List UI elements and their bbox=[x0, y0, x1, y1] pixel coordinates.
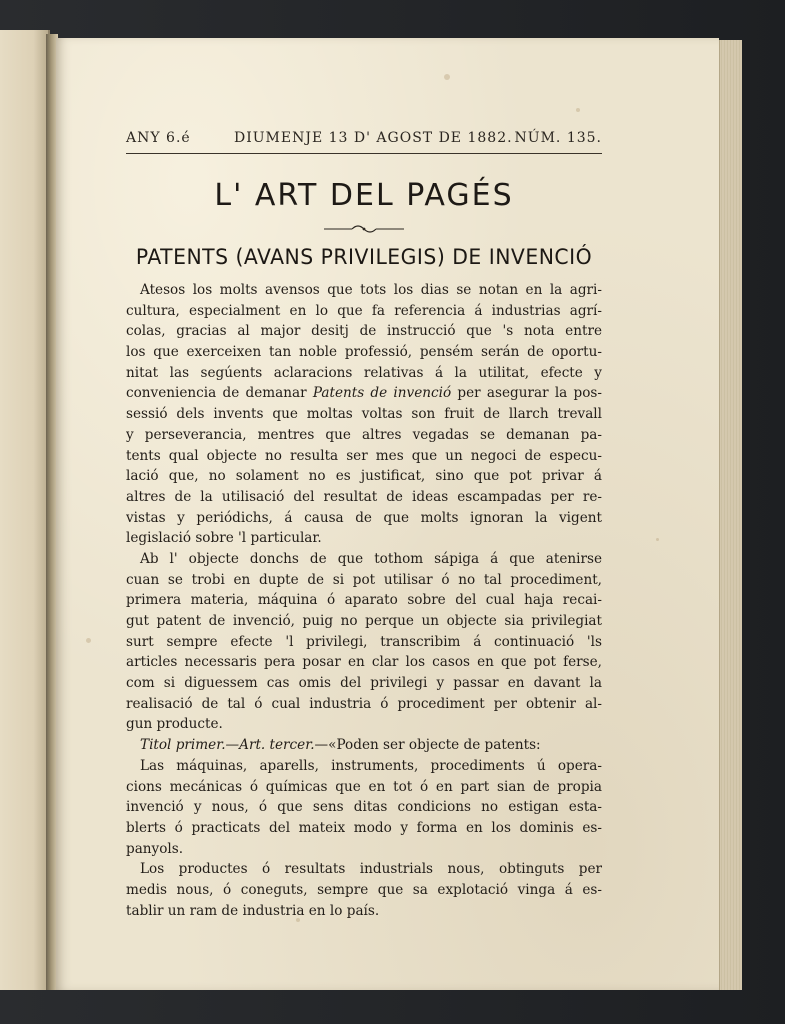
body-line: Atesos los molts avensos que tots los dias se notan en la agri- bbox=[140, 282, 602, 298]
article-title: PATENTS (AVANS PRIVILEGIS) DE INVENCIÓ bbox=[135, 245, 593, 269]
body-text: conveniencia de demanar bbox=[126, 385, 313, 402]
body-line: sessió dels invents que moltas voltas son fruit de llarch trevall bbox=[126, 406, 602, 423]
body-line: Los productes ó resultats industrials nous, obtinguts per bbox=[140, 861, 602, 878]
issue-date: DIUMENJE 13 D' AGOST DE 1882. bbox=[234, 130, 513, 146]
body-line: los que exerceixen tan noble professió, pensém serán de oportu- bbox=[126, 344, 602, 361]
ornament-icon bbox=[324, 224, 404, 234]
body-text: per asegurar la pos- bbox=[451, 385, 602, 402]
masthead-title: L' ART DEL PAGÉS bbox=[214, 178, 514, 213]
body-line: articles necessaris pera posar en clar los casos en que pot ferse, bbox=[126, 654, 602, 671]
issue-header bbox=[126, 130, 602, 152]
body-line: y perseverancia, mentres que altres vegadas se demanan pa- bbox=[126, 426, 602, 443]
article-body bbox=[126, 280, 602, 921]
body-line: Las máquinas, aparells, instruments, procediments ú opera- bbox=[140, 757, 602, 774]
body-line: legislació sobre 'l particular. bbox=[126, 530, 322, 547]
body-line-with-italic bbox=[126, 383, 602, 404]
body-line: surt sempre efecte 'l privilegi, transcribim á continuació 'ls bbox=[126, 633, 602, 650]
body-line: com si diguessem cas omis del privilegi y passar en davant la bbox=[126, 675, 602, 692]
italic-phrase: Patents de invenció bbox=[312, 385, 452, 402]
body-line: gun producte. bbox=[126, 716, 223, 733]
body-line: nitat las segúents aclaracions relativas á la utilitat, efecte y bbox=[126, 364, 602, 381]
body-line: Ab l' objecte donchs de que tothom sápiga á que atenirse bbox=[140, 550, 602, 567]
body-line: tents qual objecte no resulta ser mes que un negoci de especu- bbox=[126, 447, 602, 464]
body-line: primera materia, máquina ó aparato sobre del cual haja recai- bbox=[126, 592, 602, 609]
section-heading-tail: —«Poden ser objecte de patents: bbox=[314, 737, 541, 754]
body-line: realisació de tal ó cual industria ó procediment per obtenir al- bbox=[126, 695, 602, 712]
body-line: vistas y periódichs, á causa de que molts ignoran la vigent bbox=[126, 509, 602, 526]
body-line: cultura, especialment en lo que fa referencia á industrias agrí- bbox=[126, 302, 602, 319]
body-line: medis nous, ó coneguts, sempre que sa explotació vinga á es- bbox=[126, 881, 602, 898]
body-line: gut patent de invenció, puig no perque un objecte sia privilegiat bbox=[126, 613, 602, 629]
section-heading-line bbox=[126, 735, 602, 756]
body-line: tablir un ram de industria en lo país. bbox=[126, 902, 380, 919]
body-line: cuan se trobi en dupte de si pot utilisar ó no tal procediment, bbox=[126, 571, 602, 588]
body-line: blerts ó practicats del mateix modo y forma en los dominis es- bbox=[126, 819, 602, 836]
right-page-stack bbox=[719, 40, 742, 990]
issue-year: ANY 6.é bbox=[126, 130, 191, 146]
body-line: colas, gracias al major desitj de instrucció que 's nota entre bbox=[126, 323, 602, 340]
left-page-edge bbox=[0, 30, 50, 990]
header-rule bbox=[126, 153, 602, 154]
body-line: panyols. bbox=[126, 840, 184, 857]
section-heading: Titol primer.—Art. tercer. bbox=[140, 737, 315, 754]
newspaper-page bbox=[56, 38, 719, 990]
body-line: cions mecánicas ó químicas que en tot ó en part sian de propia bbox=[126, 778, 602, 795]
issue-number: NÚM. 135. bbox=[514, 130, 602, 146]
body-line: altres de la utilisació del resultat de ideas escampadas per re- bbox=[126, 488, 602, 505]
body-line: invenció y nous, ó que sens ditas condicions no estigan esta- bbox=[126, 799, 602, 816]
body-line: lació que, no solament no es justificat, sino que pot privar á bbox=[126, 468, 602, 485]
